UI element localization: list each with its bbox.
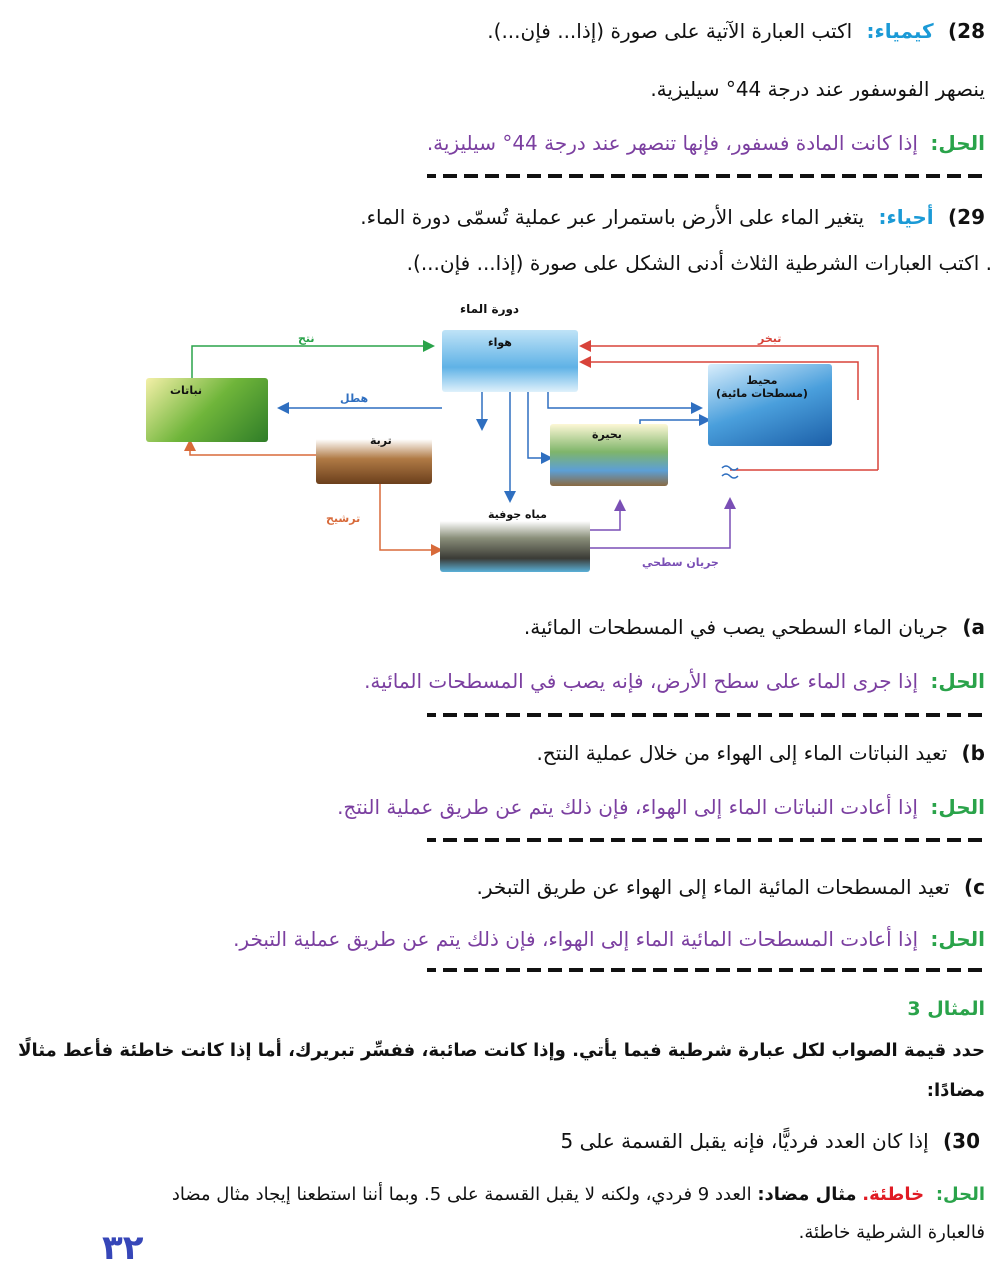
label-evaporation: تبخر [758,332,782,345]
q28-prompt: اكتب العبارة الآتية على صورة (إذا... فإن...). [487,19,853,43]
q29-prompt2: . اكتب العبارات الشرطية الثلاث أدنى الشكل على صورة (إذا... فإن...). [406,251,992,275]
q29c-solution-text: إذا أعادت المسطحات المائية الماء إلى الهواء، فإن ذلك يتم عن طريق عملية التبخر. [233,927,918,951]
divider-dashes [427,838,982,842]
q29-subject: أحياء: [878,205,934,229]
q29b-letter: b) [961,741,985,765]
q29b-line [10,738,985,768]
label-groundwater: مياه جوفية [488,508,547,521]
q28-solution-label: الحل: [930,131,985,155]
q30-statement: إذا كان العدد فرديًّا، فإنه يقبل القسمة على 5 [560,1129,929,1153]
arrow-precipitation-ocean [548,390,700,408]
q28-number: 28) [948,19,985,43]
q29c-line [10,872,985,902]
q29b-solution [10,792,985,822]
diagram-title: دورة الماء [460,302,520,316]
q29b-solution-label: الحل: [930,795,985,819]
q30-solution-2: فالعبارة الشرطية خاطئة. [798,1222,985,1243]
label-plants: نباتات [170,384,203,397]
q30-solution-1 [10,1180,985,1210]
q29a-text: جريان الماء السطحي يصب في المسطحات المائية. [523,615,948,639]
label-runoff: جريان سطحي [642,556,719,569]
q30-counter-label: مثال مضاد: [757,1184,857,1205]
q30-solution-text-1: العدد 9 فردي، ولكنه لا يقبل القسمة على 5. وبما أننا استطعنا إيجاد مثال مضاد [171,1184,752,1205]
label-infiltration: ترشيح [326,512,361,525]
q29c-letter: c) [964,875,985,899]
q29a-letter: a) [962,615,985,639]
q30-verdict: خاطئة. [862,1184,925,1205]
divider-dashes [427,713,982,717]
q29-prompt: يتغير الماء على الأرض باستمرار عبر عملية تُسمّى دورة الماء. [360,205,865,229]
q29a-solution-label: الحل: [930,669,985,693]
example3-instruction-1: حدد قيمة الصواب لكل عبارة شرطية فيما يأتي. وإذا كانت صائبة، ففسِّر تبريرك، أما إذا كانت خاطئة فأعط مثالًا [18,1040,985,1061]
label-soil: تربة [370,434,392,447]
q28-solution-text: إذا كانت المادة فسفور، فإنها تنصهر عند درجة 44° سيليزية. [426,131,918,155]
q29a-solution [10,666,985,696]
example3-heading: المثال 3 [907,998,985,1020]
divider-dashes [427,968,982,972]
q28-subject: كيمياء: [866,19,934,43]
page-number: ٣٢ [102,1228,144,1268]
plants-image [146,378,268,442]
arrow-infiltration [380,478,440,550]
q29c-text: تعيد المسطحات المائية الماء إلى الهواء عن طريق التبخر. [476,875,950,899]
label-ocean: محيط (مسطحات مائية) [716,374,808,400]
divider-dashes [427,174,982,178]
arrow-soil-plants [190,442,320,455]
label-precipitation: هطل [340,392,369,405]
q29c-solution [10,924,985,954]
label-air: هواء [488,336,512,349]
q29c-solution-label: الحل: [930,927,985,951]
q29a-solution-text: إذا جرى الماء على سطح الأرض، فإنه يصب في المسطحات المائية. [364,669,918,693]
water-cycle-diagram [130,300,890,585]
q30-solution-label: الحل: [935,1184,985,1205]
wave-symbol [722,466,738,478]
label-transpiration: نتح [298,332,315,345]
q30-line [10,1126,980,1156]
q29b-solution-text: إذا أعادت النباتات الماء إلى الهواء، فإن ذلك يتم عن طريق عملية النتج. [337,795,918,819]
q30-number: 30) [943,1129,980,1153]
arrow-precipitation-lake [528,390,550,458]
q28-line [10,16,985,46]
arrow-transpiration [192,346,432,378]
label-lake: بحيرة [592,428,622,441]
q29a-line [10,612,985,642]
q28-solution [10,128,985,158]
example3-instruction-2: مضادًا: [926,1080,985,1101]
q28-statement: ينصهر الفوسفور عند درجة 44° سيليزية. [650,77,985,101]
q29b-text: تعيد النباتات الماء إلى الهواء من خلال عملية النتح. [536,741,948,765]
arrow-runoff [590,500,730,548]
arrow-groundwater-lake [590,502,620,530]
q29-number: 29) [948,205,985,229]
q29-line [10,202,985,232]
